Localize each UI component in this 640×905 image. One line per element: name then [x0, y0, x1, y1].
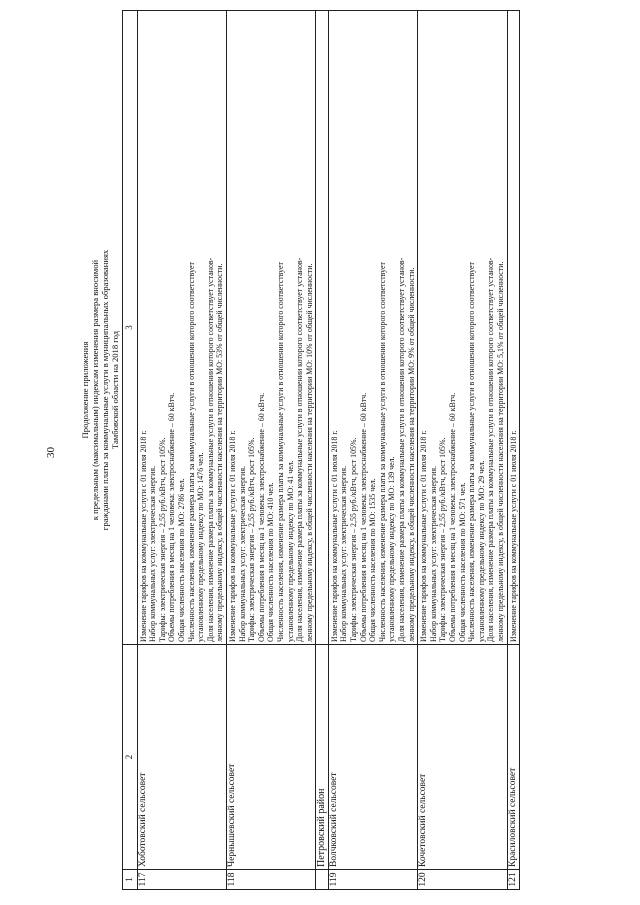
- description-line: Изменение тарифов на коммунальные услуги с 01 июля 2018 г.: [227, 430, 237, 642]
- description-line: установленному предельному индексу по МО: 41 чел.: [285, 460, 295, 642]
- description-line: Набор коммунальных услуг: электрическая энергия.: [148, 466, 158, 642]
- table-body: [137, 11, 520, 890]
- appendix-heading: [80, 110, 120, 670]
- description-line: Доля населения, изменение размера платы за коммунальные услуги в отношении которого соответствует установ-: [205, 257, 215, 642]
- description-line: Доля населения, изменение размера платы за коммунальные услуги в отношении которого соответствует установ-: [397, 257, 407, 642]
- municipality-name: Красиловский сельсовет: [507, 645, 520, 870]
- description-line: Объемы потребления в месяц на 1 человека: электроснабжение – 60 кВтч.: [448, 392, 457, 642]
- column-header: 3: [123, 11, 138, 645]
- district-row: [316, 11, 329, 890]
- description-line: Общая численность населения по МО: 1535 чел.: [368, 478, 378, 642]
- municipality-name: Волчковский сельсовет: [328, 645, 417, 870]
- heading-line: к предельным (максимальным) индексам изменения размера вносимой: [90, 259, 100, 521]
- row-number: 117: [137, 870, 226, 890]
- tariff-description: [328, 11, 417, 645]
- description-line: Объемы потребления в месяц на 1 человека: электроснабжение – 60 кВтч.: [256, 392, 266, 642]
- municipality-name: Хоботовский сельсовет: [137, 645, 226, 870]
- description-line: Общая численность населения по МО: 2786 чел.: [176, 478, 186, 642]
- tariff-table: [122, 10, 520, 890]
- description-line: Общая численность населения по МО: 410 чел.: [266, 482, 276, 642]
- column-header: 1: [123, 870, 138, 890]
- description-line: Изменение тарифов на коммунальные услуги с 01 июля 2018 г.: [329, 430, 339, 642]
- description-line: Объемы потребления в месяц на 1 человека: электроснабжение – 60 кВтч.: [167, 392, 177, 642]
- description-line: ленному предельному индексу, в общей численности населения на территории МО: 9% от общей численности.: [406, 267, 416, 642]
- description-line: Тарифы: электрическая энергия – 2,55 руб./кВтч, рост 105%.: [438, 437, 448, 642]
- description-line: Доля населения, изменение размера платы за коммунальные услуги в отношении которого соответствует установ-: [295, 257, 305, 642]
- description-line: ленному предельному индексу, в общей численности населения на территории МО: 10% от общей численности.: [304, 263, 314, 642]
- table-header-row: [123, 11, 138, 890]
- tariff-description: [137, 11, 226, 645]
- description-line: Численность населения, изменение размера платы за коммунальные услуги в отношении которого соответствует: [377, 262, 387, 642]
- row-number: 119: [328, 870, 417, 890]
- description-line: Общая численность населения по МО: 571 чел.: [457, 482, 467, 642]
- heading-line: гражданами платы за коммунальные услуги в муниципальных образованиях: [100, 249, 110, 531]
- row-number: 118: [226, 870, 315, 890]
- description-line: Объемы потребления в месяц на 1 человека: электроснабжение – 60 кВтч.: [358, 392, 368, 642]
- municipality-name: Чернышевский сельсовет: [226, 645, 315, 870]
- row-number: 120: [418, 870, 507, 890]
- table-row: [418, 11, 507, 890]
- description-line: Численность населения, изменение размера платы за коммунальные услуги в отношении которого соответствует: [275, 262, 285, 642]
- description-line: установленному предельному индексу по МО: 1476 чел.: [196, 452, 206, 642]
- description-line: Тарифы: электрическая энергия – 2,55 руб./кВтч, рост 105%.: [349, 437, 359, 642]
- description-line: Изменение тарифов на коммунальные услуги с 01 июля 2018 г.: [138, 430, 148, 642]
- description-line: Тарифы: электрическая энергия – 2,55 руб./кВтч, рост 105%.: [157, 437, 167, 642]
- heading-line: Тамбовской области на 2018 год: [110, 330, 120, 450]
- description-line: Набор коммунальных услуг: электрическая энергия.: [237, 466, 247, 642]
- description-line: Набор коммунальных услуг: электрическая энергия.: [428, 466, 438, 642]
- description-line: Набор коммунальных услуг: электрическая энергия.: [339, 466, 349, 642]
- tariff-description: [507, 11, 520, 645]
- description-line: Численность населения, изменение размера платы за коммунальные услуги в отношении которого соответствует: [467, 262, 477, 642]
- table-row: [328, 11, 417, 890]
- column-header: 2: [123, 645, 138, 870]
- empty-cell: [316, 11, 329, 645]
- description-line: ленному предельному индексу, в общей численности населения на территории МО: 53% от общей численности.: [215, 263, 225, 642]
- description-line: установленному предельному индексу по МО: 29 чел.: [476, 460, 486, 642]
- tariff-description: [226, 11, 315, 645]
- description-line: Тарифы: электрическая энергия – 2,55 руб./кВтч, рост 105%.: [247, 437, 257, 642]
- row-number: 121: [507, 870, 520, 890]
- municipality-name: Кочетовский сельсовет: [418, 645, 507, 870]
- table-row: [507, 11, 520, 890]
- description-line: установленному предельному индексу по МО: 139 чел.: [387, 456, 397, 642]
- description-line: Доля населения, изменение размера платы за коммунальные услуги в отношении которого соответствует установ-: [486, 257, 496, 642]
- empty-cell: [316, 870, 329, 890]
- description-line: Изменение тарифов на коммунальные услуги с 01 июля 2018 г.: [419, 430, 429, 642]
- description-line: Численность населения, изменение размера платы за коммунальные услуги в отношении которого соответствует: [186, 262, 196, 642]
- description-line: Изменение тарифов на коммунальные услуги с 01 июля 2018 г.: [508, 430, 518, 642]
- page-number: 30: [45, 447, 57, 458]
- description-line: ленному предельному индексу, в общей численности населения на территории МО: 5,1% от общей численности.: [495, 261, 505, 642]
- table-row: [226, 11, 315, 890]
- tariff-description: [418, 11, 507, 645]
- heading-line: Продолжение приложения: [80, 341, 90, 439]
- district-name: Петровский район: [316, 645, 329, 870]
- table-row: [137, 11, 226, 890]
